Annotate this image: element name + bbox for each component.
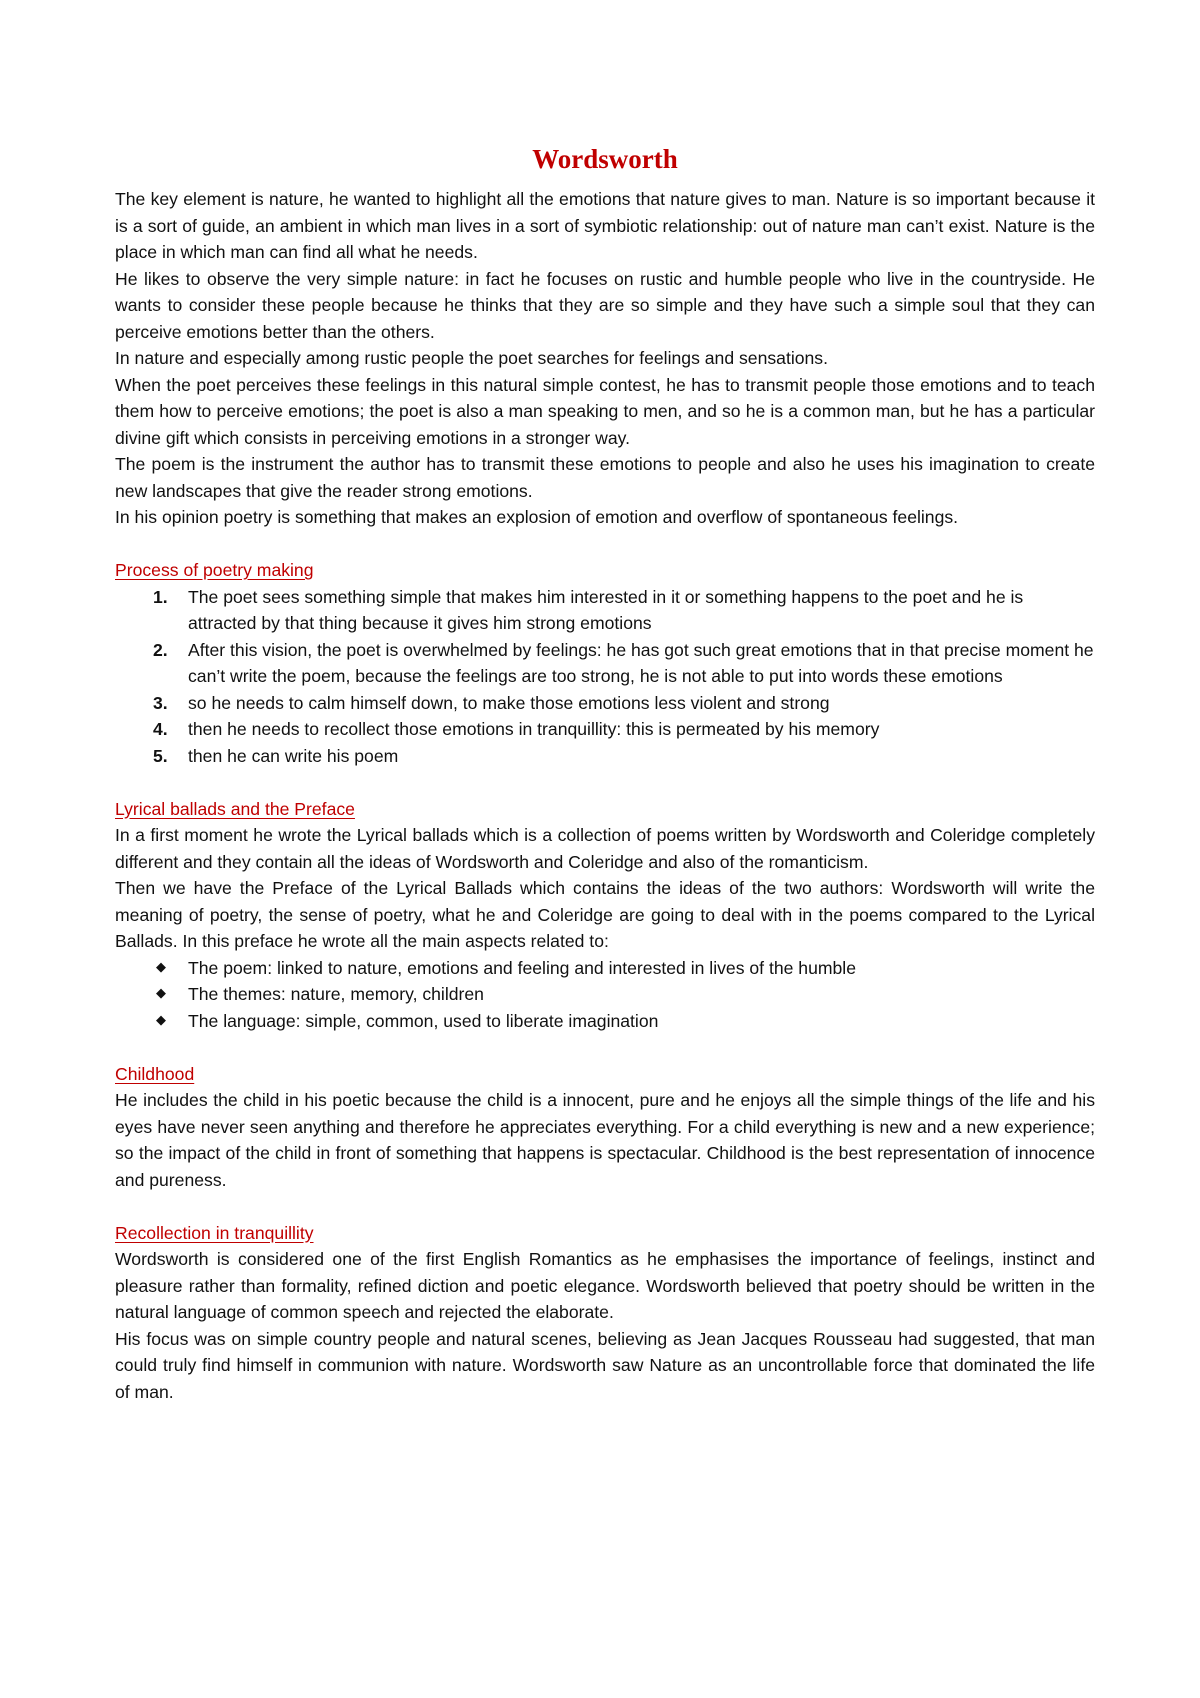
recollection-section <box>115 1220 1095 1406</box>
diamond-bullet-icon: ◆ <box>156 958 166 974</box>
bullet-list <box>115 955 1095 1035</box>
diamond-bullet-icon: ◆ <box>156 1011 166 1027</box>
paragraph: Then we have the Preface of the Lyrical Ballads which contains the ideas of the two authors: Wordsworth will write the meaning of poetry, the sense of poetry, what he and Coleridge are going to deal with in the poems compared to the Lyrical Ballads. In this preface he wrote all the main aspects related to: <box>115 878 1095 951</box>
list-item <box>115 981 1095 1008</box>
paragraph: Wordsworth is considered one of the first English Romantics as he emphasises the importance of feelings, instinct and pleasure rather than formality, refined diction and poetic elegance. Wordsworth believed that poetry should be written in the natural language of common speech and rejected the elaborate. <box>115 1249 1095 1322</box>
diamond-bullet-icon: ◆ <box>156 985 166 1000</box>
list-item <box>115 955 1095 982</box>
paragraph: In nature and especially among rustic people the poet searches for feelings and sensations. <box>115 348 828 368</box>
page-title: Wordsworth <box>532 144 678 174</box>
list-number: 1. <box>153 586 168 607</box>
paragraph: His focus was on simple country people and natural scenes, believing as Jean Jacques Rousseau had suggested, that man could truly find himself in communion with nature. Wordsworth saw Nature as an uncontrollable force that dominated the life of man. <box>115 1328 1095 1402</box>
paragraph: In a first moment he wrote the Lyrical ballads which is a collection of poems written by Wordsworth and Coleridge completely different and they contain all the ideas of Wordsworth and Coleridge and also of the romanticism. <box>115 825 1095 872</box>
section-heading-lyrical-ballads: Lyrical ballads and the Preface <box>115 798 355 819</box>
list-item-text: After this vision, the poet is overwhelmed by feelings: he has got such great emotions that in that precise moment he can’t write the poem, because the feelings are too strong, he is not able to put into words these emotions <box>188 639 1094 686</box>
list-number: 2. <box>153 639 168 660</box>
list-item <box>115 637 1095 690</box>
section-heading-childhood: Childhood <box>115 1063 195 1084</box>
intro-section <box>115 186 1095 531</box>
list-item <box>115 690 1095 717</box>
list-item-text: then he can write his poem <box>188 745 399 766</box>
list-item-text: The themes: nature, memory, children <box>188 984 484 1004</box>
section-heading-process: Process of poetry making <box>115 560 314 580</box>
list-item-text: so he needs to calm himself down, to make those emotions less violent and strong <box>188 692 830 713</box>
list-item <box>115 584 1095 637</box>
paragraph: He likes to observe the very simple nature: in fact he focuses on rustic and humble people who live in the countryside. He wants to consider these people because he thinks that they are so simple and they have such a simple soul that they can perceive emotions better than the others. <box>115 268 1095 342</box>
list-item-text: The poem: linked to nature, emotions and feeling and interested in lives of the humble <box>188 957 856 978</box>
paragraph: The key element is nature, he wanted to highlight all the emotions that nature gives to man. Nature is so important because it is a sort of guide, an ambient in which man lives in a sort of symbiotic relationship: out of nature man can’t exist. Nature is the place in which man can find all what he needs. <box>115 189 1095 262</box>
section-heading-recollection: Recollection in tranquillity <box>115 1222 314 1243</box>
list-number: 4. <box>153 719 168 739</box>
process-section <box>115 557 1095 769</box>
list-item-text: then he needs to recollect those emotions in tranquillity: this is permeated by his memory <box>188 719 880 739</box>
list-item <box>115 1008 1095 1035</box>
paragraph: The poem is the instrument the author has to transmit these emotions to people and also he uses his imagination to create new landscapes that give the reader strong emotions. <box>115 454 1095 501</box>
list-number: 3. <box>153 692 168 713</box>
childhood-section <box>115 1061 1095 1194</box>
list-item <box>115 743 1095 770</box>
lyrical-section <box>115 796 1095 1035</box>
numbered-list <box>115 584 1095 770</box>
list-item-text: The poet sees something simple that makes him interested in it or something happens to the poet and he is attracted by that thing because it gives him strong emotions <box>188 586 1024 633</box>
paragraph: In his opinion poetry is something that makes an explosion of emotion and overflow of spontaneous feelings. <box>115 507 959 527</box>
paragraph: When the poet perceives these feelings in this natural simple contest, he has to transmit people those emotions and to teach them how to perceive emotions; the poet is also a man speaking to men, and so he is a common man, but he has a particular divine gift which consists in perceiving emotions in a stronger way. <box>115 374 1095 448</box>
list-item <box>115 716 1095 743</box>
paragraph: He includes the child in his poetic because the child is a innocent, pure and he enjoys all the simple things of the life and his eyes have never seen anything and therefore he appreciates everything. For a child everything is new and a new experience; so the impact of the child in front of something that happens is spectacular. Childhood is the best representation of innocence and pureness. <box>115 1090 1095 1190</box>
list-number: 5. <box>153 745 168 766</box>
list-item-text: The language: simple, common, used to liberate imagination <box>188 1010 659 1031</box>
